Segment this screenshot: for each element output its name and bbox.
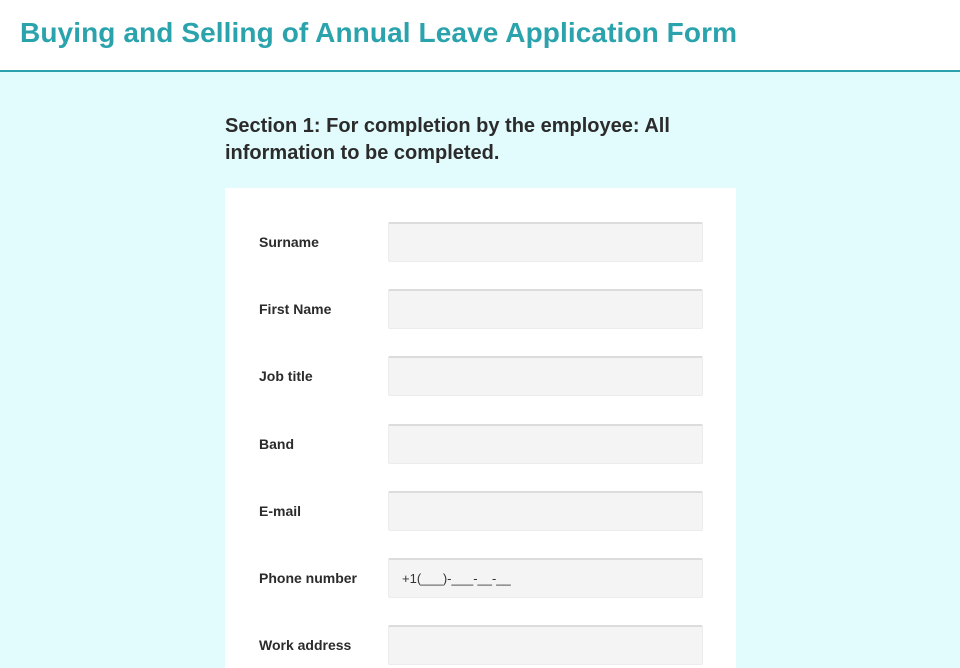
surname-row [225, 222, 736, 262]
band-input[interactable] [388, 424, 703, 464]
phone-input[interactable] [388, 558, 703, 598]
job-title-row [225, 356, 736, 396]
job-title-input[interactable] [388, 356, 703, 396]
job-title-label: Job title [259, 368, 313, 384]
email-input[interactable] [388, 491, 703, 531]
email-label: E-mail [259, 503, 302, 519]
work-address-input[interactable] [388, 625, 703, 665]
page-title: Buying and Selling of Annual Leave Application Form [20, 17, 738, 48]
work-address-label: Work address [259, 637, 352, 653]
phone-label: Phone number [259, 570, 358, 586]
page-header [0, 0, 960, 72]
work-address-row [225, 625, 736, 665]
surname-label: Surname [259, 234, 319, 250]
first-name-input[interactable] [388, 289, 703, 329]
band-row [225, 424, 736, 464]
band-label: Band [259, 436, 294, 452]
form-card [225, 188, 736, 668]
section-title: Section 1: For completion by the employee: All information to be completed. [225, 115, 670, 164]
email-row [225, 491, 736, 531]
phone-row [225, 558, 736, 598]
first-name-row [225, 289, 736, 329]
surname-input[interactable] [388, 222, 703, 262]
form-area [0, 72, 960, 652]
first-name-label: First Name [259, 301, 332, 317]
